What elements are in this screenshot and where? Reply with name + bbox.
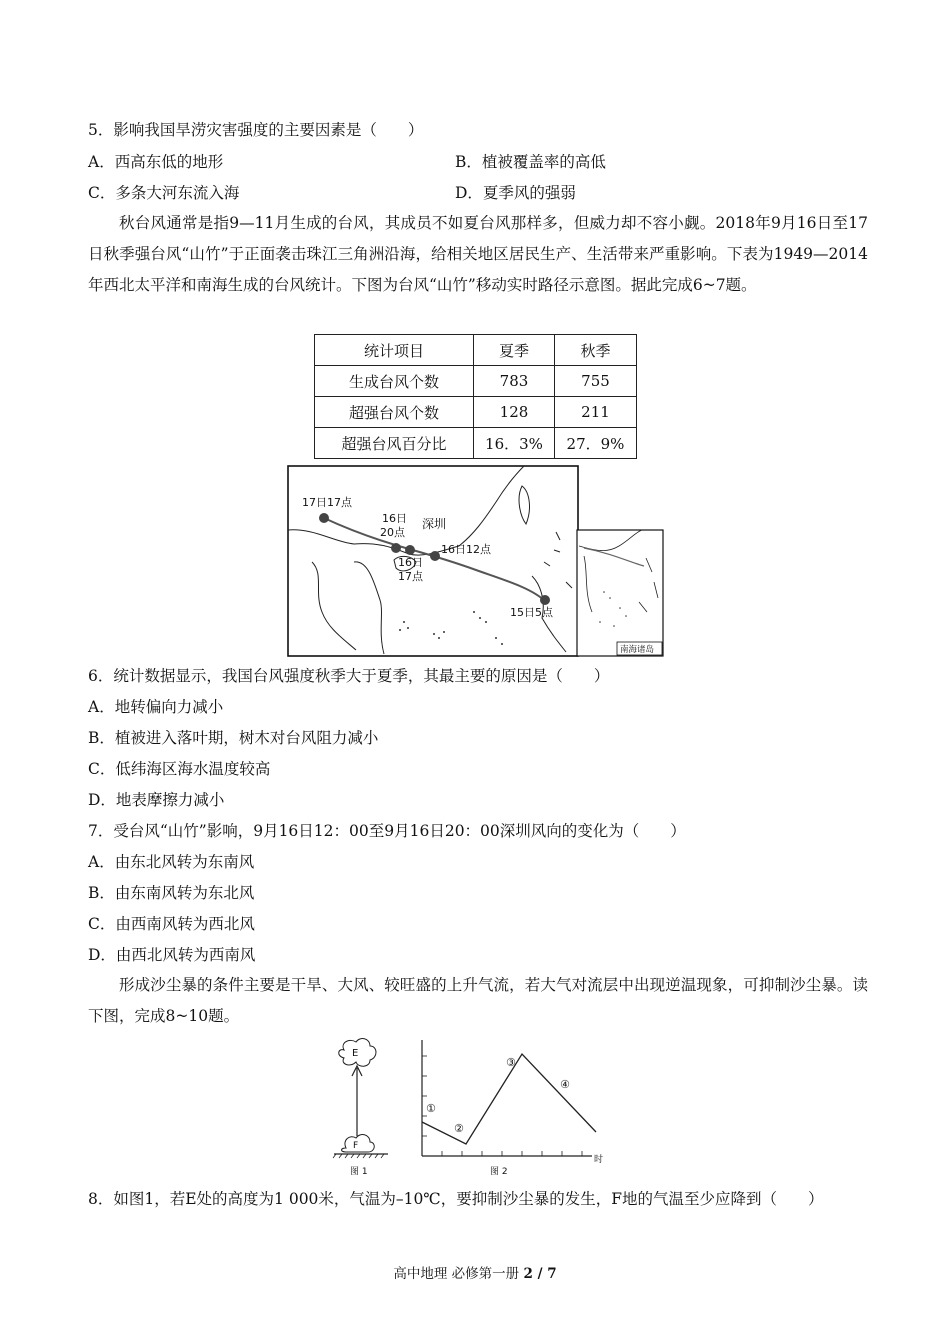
q8-stem: 8．如图1，若E处的高度为1 000米，气温为–10℃，要抑制沙尘暴的发生，F地的气温至少应降到（ ） xyxy=(88,1190,824,1208)
q6-option-c: C．低纬海区海水温度较高 xyxy=(88,760,271,778)
q6-option-b: B．植被进入落叶期，树木对台风阻力减小 xyxy=(88,729,379,747)
q7-option-d: D．由西北风转为西南风 xyxy=(88,946,256,964)
q6-option-d: D．地表摩擦力减小 xyxy=(88,791,225,809)
table-cell: 783 xyxy=(474,366,555,397)
label-16d17h-day: 16日 xyxy=(398,556,423,569)
inset-label: 南海诸岛 xyxy=(620,645,655,655)
footer-text: 高中地理 必修第一册 xyxy=(393,1266,524,1282)
table-row xyxy=(315,366,637,397)
caption-fig1: 图 1 xyxy=(350,1167,368,1177)
table-row xyxy=(315,428,637,459)
q5-option-b: B．植被覆盖率的高低 xyxy=(455,153,606,171)
q5-option-d: D．夏季风的强弱 xyxy=(455,184,576,202)
page-footer xyxy=(0,1262,950,1282)
table-cell: 755 xyxy=(555,366,637,397)
page-number: 2 / 7 xyxy=(523,1266,557,1282)
marker-2: ② xyxy=(454,1122,464,1135)
label-16d17h-hour: 17点 xyxy=(398,570,423,583)
marker-1: ① xyxy=(426,1102,436,1115)
table-header-cell: 夏季 xyxy=(474,335,555,366)
typhoon-track-map xyxy=(284,462,664,658)
figure-1 xyxy=(330,1036,400,1180)
table-cell: 16．3% xyxy=(474,428,555,459)
q7-option-c: C．由西南风转为西北风 xyxy=(88,915,255,933)
table-row xyxy=(315,397,637,428)
table-header-cell: 统计项目 xyxy=(315,335,474,366)
track-point-17d17h xyxy=(319,513,329,523)
sandstorm-intro-paragraph: 形成沙尘暴的条件主要是干旱、大风、较旺盛的上升气流，若大气对流层中出现逆温现象，可抑制沙尘暴。读下图，完成8~10题。 xyxy=(88,976,868,1025)
table-header-cell: 秋季 xyxy=(555,335,637,366)
q6-option-a: A．地转偏向力减小 xyxy=(88,698,224,716)
label-15d5h: 15日5点 xyxy=(510,606,553,619)
q7-option-b: B．由东南风转为东北风 xyxy=(88,884,255,902)
q5-stem: 5．影响我国旱涝灾害强度的主要因素是（ ） xyxy=(88,121,424,139)
label-16d20h-hour: 20点 xyxy=(380,526,405,539)
label-16d12h: 16日12点 xyxy=(441,543,491,556)
q5-option-c: C．多条大河东流入海 xyxy=(88,184,240,202)
table-cell: 27．9% xyxy=(555,428,637,459)
q7-stem: 7．受台风“山竹”影响，9月16日12：00至9月16日20：00深圳风向的变化为（ ） xyxy=(88,822,686,840)
label-16d20h-day: 16日 xyxy=(382,512,407,525)
caption-fig2: 图 2 xyxy=(490,1167,508,1177)
typhoon-stat-table xyxy=(314,334,637,459)
q6-stem: 6．统计数据显示，我国台风强度秋季大于夏季，其最主要的原因是（ ） xyxy=(88,667,610,685)
q7-option-a: A．由东北风转为东南风 xyxy=(88,853,255,871)
table-cell: 128 xyxy=(474,397,555,428)
track-point-16d20h xyxy=(391,543,401,553)
track-point-16d12h xyxy=(430,551,440,561)
marker-4: ④ xyxy=(560,1078,570,1091)
x-axis-unit: 时 xyxy=(594,1155,604,1165)
table-cell: 超强台风个数 xyxy=(315,397,474,428)
track-point-16d17h xyxy=(405,545,415,555)
table-header-row xyxy=(315,335,637,366)
figure-2 xyxy=(408,1036,612,1180)
label-shenzhen: 深圳 xyxy=(422,517,447,531)
label-e: E xyxy=(352,1048,359,1059)
typhoon-intro-paragraph: 秋台风通常是指9—11月生成的台风，其成员不如夏台风那样多，但威力却不容小觑。2018年9月16日至17日秋季强台风“山竹”于正面袭击珠江三角洲沿海，给相关地区居民生产、生活带来严重影响。下表为1949—2014年西北太平洋和南海生成的台风统计。下图为台风“山竹”移动实时路径示意图。据此完成6~7题。 xyxy=(88,214,868,294)
table-cell: 211 xyxy=(555,397,637,428)
table-cell: 生成台风个数 xyxy=(315,366,474,397)
marker-3: ③ xyxy=(506,1056,516,1069)
label-f: F xyxy=(353,1141,359,1151)
table-cell: 超强台风百分比 xyxy=(315,428,474,459)
track-point-15d5h xyxy=(540,595,550,605)
label-17d17h: 17日17点 xyxy=(302,496,352,509)
q5-option-a: A．西高东低的地形 xyxy=(88,153,224,171)
